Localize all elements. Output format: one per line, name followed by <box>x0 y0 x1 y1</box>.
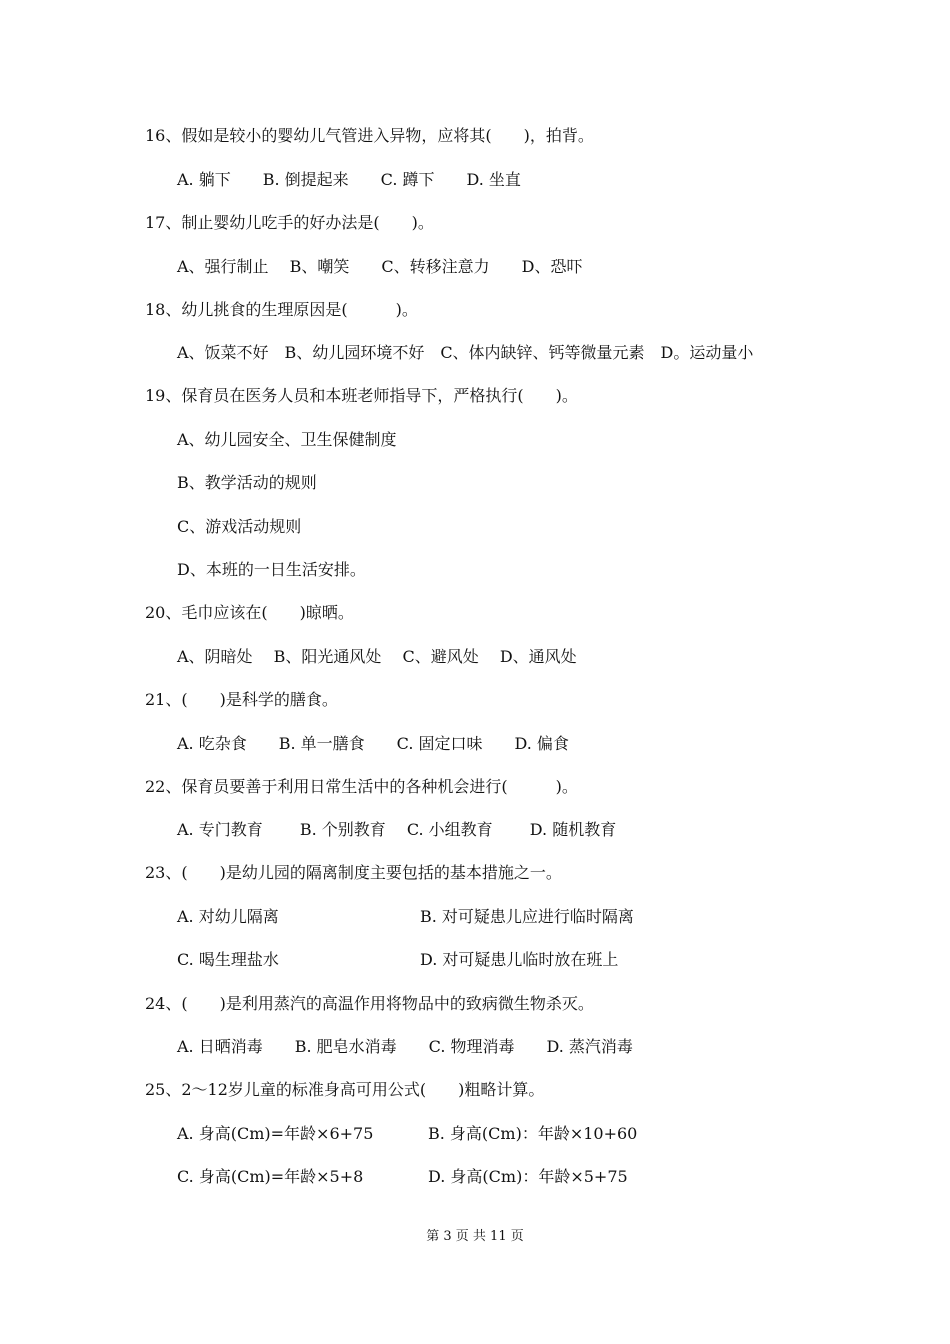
question-22-options: A. 专门教育 B. 个别教育 C. 小组教育 D. 随机教育 <box>177 820 617 839</box>
page-number-footer: 第 3 页 共 11 页 <box>426 1229 524 1244</box>
question-22: 22、保育员要善于利用日常生活中的各种机会进行( )。 <box>145 777 578 796</box>
question-23: 23、( )是幼儿园的隔离制度主要包括的基本措施之一。 <box>145 863 562 882</box>
question-25-option-d: D. 身高(Cm)：年龄×5+75 <box>428 1167 628 1186</box>
question-25-option-b: B. 身高(Cm)：年龄×10+60 <box>428 1124 638 1143</box>
question-23-option-a: A. 对幼儿隔离 <box>177 907 279 926</box>
question-16-options: A. 躺下 B. 倒提起来 C. 蹲下 D. 坐直 <box>177 170 521 189</box>
question-19-option-c: C、游戏活动规则 <box>177 517 302 536</box>
question-21: 21、( )是科学的膳食。 <box>145 690 338 709</box>
question-25-option-c: C. 身高(Cm)=年龄×5+8 <box>177 1167 364 1186</box>
question-19-option-d: D、本班的一日生活安排。 <box>177 560 366 579</box>
question-23-option-b: B. 对可疑患儿应进行临时隔离 <box>420 907 634 926</box>
question-24: 24、( )是利用蒸汽的高温作用将物品中的致病微生物杀灭。 <box>145 994 594 1013</box>
question-23-option-c: C. 喝生理盐水 <box>177 950 279 969</box>
question-19-option-b: B、教学活动的规则 <box>177 473 317 492</box>
question-21-options: A. 吃杂食 B. 单一膳食 C. 固定口味 D. 偏食 <box>177 734 569 753</box>
question-25-option-a: A. 身高(Cm)=年龄×6+75 <box>177 1124 374 1143</box>
question-19-option-a: A、幼儿园安全、卫生保健制度 <box>177 430 397 449</box>
question-18-options: A、饭菜不好 B、幼儿园环境不好 C、体内缺锌、钙等微量元素 D。运动量小 <box>177 343 754 362</box>
question-23-option-d: D. 对可疑患儿临时放在班上 <box>420 950 619 969</box>
question-17-options: A、强行制止 B、嘲笑 C、转移注意力 D、恐吓 <box>177 257 583 276</box>
question-19: 19、保育员在医务人员和本班老师指导下，严格执行( )。 <box>145 386 578 405</box>
question-20: 20、毛巾应该在( )晾晒。 <box>145 603 354 622</box>
question-24-options: A. 日晒消毒 B. 肥皂水消毒 C. 物理消毒 D. 蒸汽消毒 <box>177 1037 633 1056</box>
question-25: 25、2～12岁儿童的标准身高可用公式( )粗略计算。 <box>145 1080 545 1099</box>
question-16: 16、假如是较小的婴幼儿气管进入异物，应将其( )，拍背。 <box>145 126 594 145</box>
question-20-options: A、阴暗处 B、阳光通风处 C、避风处 D、通风处 <box>177 647 577 666</box>
question-17: 17、制止婴幼儿吃手的好办法是( )。 <box>145 213 434 232</box>
question-18: 18、幼儿挑食的生理原因是( )。 <box>145 300 418 319</box>
